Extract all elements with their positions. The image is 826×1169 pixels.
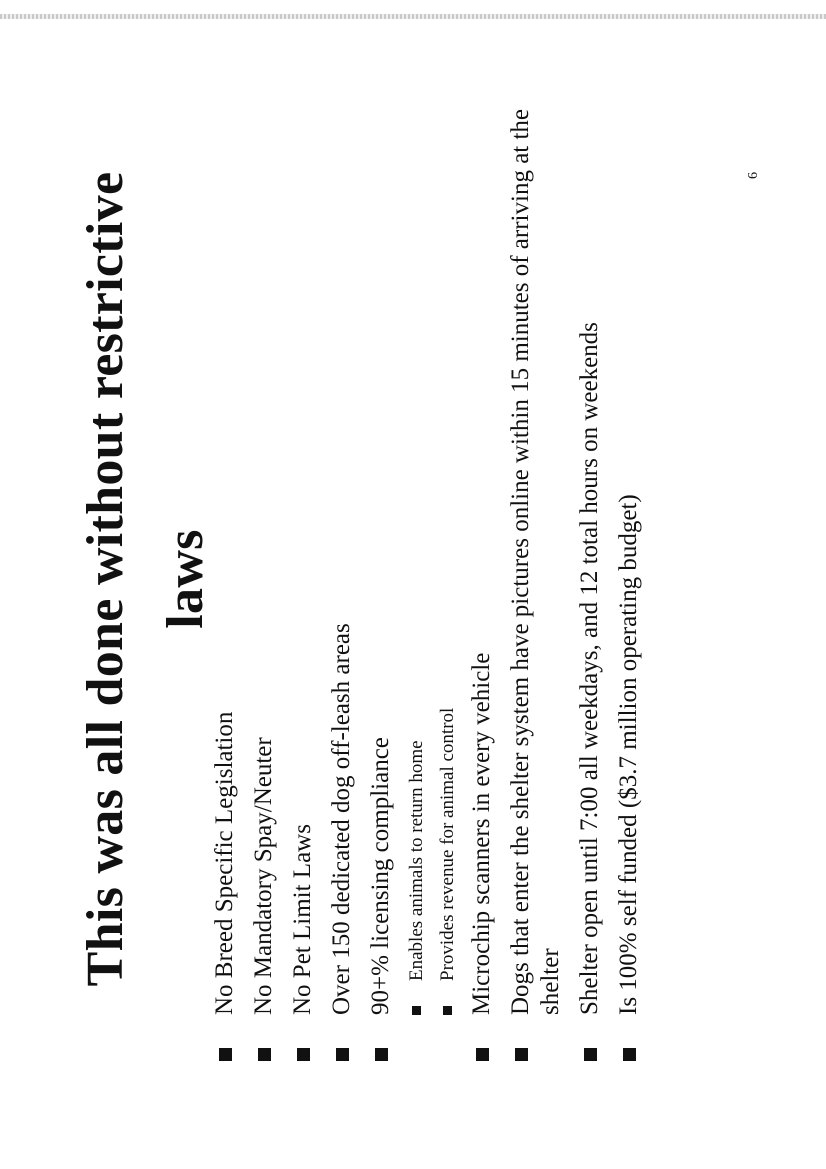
bullet-item	[288, 61, 318, 1061]
bullet-text: Shelter open until 7:00 all weekdays, and 12 total hours on weekends	[576, 322, 603, 1015]
sub-bullet-item	[405, 61, 429, 1061]
bullet-text: No Mandatory Spay/Neuter	[250, 737, 277, 1015]
bullet-text: Is 100% self funded ($3.7 million operating budget)	[615, 494, 642, 1015]
bullet-text: Over 150 dedicated dog off-leash areas	[328, 623, 355, 1015]
bullet-item	[327, 61, 357, 1061]
bullet-text: 90+% licensing compliance	[367, 737, 394, 1015]
square-bullet-icon	[219, 1048, 232, 1061]
bullet-item	[366, 61, 396, 1061]
square-bullet-icon	[375, 1048, 388, 1061]
bullet-text: No Breed Specific Legislation	[211, 711, 238, 1015]
bullet-item	[506, 61, 566, 1061]
bullet-item	[249, 61, 279, 1061]
bullet-item	[575, 61, 605, 1061]
bullet-item	[614, 61, 644, 1061]
square-sub-bullet-icon	[443, 1006, 452, 1015]
sub-bullet-item	[436, 61, 460, 1061]
page-number: 6	[746, 172, 761, 179]
sub-bullet-text: Provides revenue for animal control	[437, 707, 458, 981]
square-bullet-icon	[476, 1048, 489, 1061]
bullet-text: Dogs that enter the shelter system have pictures online within 15 minutes of arriving at the shelter	[507, 108, 564, 1015]
bullet-text: Microchip scanners in every vehicle	[468, 652, 495, 1015]
square-bullet-icon	[297, 1048, 310, 1061]
bullet-item	[467, 61, 497, 1061]
square-bullet-icon	[258, 1048, 271, 1061]
bullet-item	[210, 61, 240, 1061]
slide-title: This was all done without restrictive laws	[77, 171, 214, 987]
bullet-list	[210, 61, 653, 1061]
square-bullet-icon	[515, 1048, 528, 1061]
square-bullet-icon	[623, 1048, 636, 1061]
square-sub-bullet-icon	[412, 1006, 421, 1015]
square-bullet-icon	[336, 1048, 349, 1061]
sub-bullet-text: Enables animals to return home	[406, 740, 427, 981]
square-bullet-icon	[584, 1048, 597, 1061]
bullet-text: No Pet Limit Laws	[289, 824, 316, 1015]
